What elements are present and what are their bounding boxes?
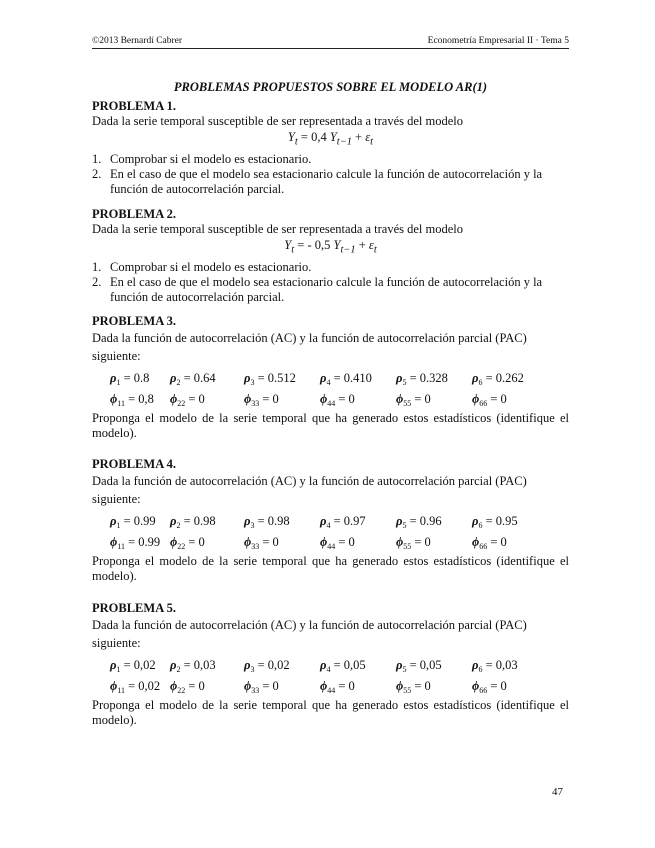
- pac-value: $\phi_{11} = 0,8$: [110, 392, 154, 408]
- page-header: [92, 36, 569, 49]
- pac-value: $\phi_{66} = 0$: [472, 392, 507, 408]
- ac-value: $\rho_3 = 0.98$: [244, 514, 290, 530]
- model-equation: $Y_t$ = - 0,5 $Y_{t-1} + \varepsilon_t$: [284, 238, 377, 256]
- model-equation: $Y_t = 0,4$ $Y_{t-1} + \varepsilon_t$: [287, 130, 374, 148]
- ac-value: $\rho_2 = 0.98$: [170, 514, 216, 530]
- ac-value: $\rho_6 = 0,03$: [472, 658, 518, 674]
- pac-value: $\phi_{44} = 0$: [320, 535, 355, 551]
- ac-value: $\rho_3 = 0,02$: [244, 658, 290, 674]
- problem-heading: PROBLEMA 4.: [92, 457, 177, 471]
- pac-value: $\phi_{33} = 0$: [244, 535, 279, 551]
- problem-5: [92, 601, 569, 728]
- pac-value: $\phi_{11} = 0,02$: [110, 679, 161, 695]
- problem-1: [92, 99, 569, 197]
- problem-intro: Dada la serie temporal susceptible de ser representada a través del modelo: [92, 222, 464, 236]
- pac-values-row: [92, 677, 569, 698]
- problem-heading: PROBLEMA 2.: [92, 207, 177, 221]
- problem-intro-cont: siguiente:: [92, 636, 141, 650]
- pac-value: $\phi_{22} = 0$: [170, 679, 205, 695]
- problem-3: [92, 314, 569, 441]
- ac-value: $\rho_6 = 0.95$: [472, 514, 518, 530]
- ac-value: $\rho_5 = 0.96$: [396, 514, 442, 530]
- pac-value: $\phi_{33} = 0$: [244, 392, 279, 408]
- header-course: Econometría Empresarial II · Tema 5: [427, 36, 569, 46]
- pac-value: $\phi_{44} = 0$: [320, 392, 355, 408]
- problem-heading: PROBLEMA 1.: [92, 99, 177, 113]
- pac-value: $\phi_{22} = 0$: [170, 535, 205, 551]
- problem-intro-cont: siguiente:: [92, 492, 141, 506]
- pac-value: $\phi_{44} = 0$: [320, 679, 355, 695]
- list-item: 1. Comprobar si el modelo es estacionario.: [92, 259, 312, 274]
- ac-value: $\rho_2 = 0.64$: [170, 371, 216, 387]
- ac-value: $\rho_5 = 0,05$: [396, 658, 442, 674]
- pac-value: $\phi_{55} = 0$: [396, 679, 431, 695]
- problem-intro: Dada la función de autocorrelación (AC) y la función de autocorrelación parcial (PAC): [92, 618, 527, 632]
- pac-value: $\phi_{11} = 0.99$: [110, 535, 161, 551]
- ac-value: $\rho_1 = 0.8$: [110, 371, 150, 387]
- problem-heading: PROBLEMA 5.: [92, 601, 177, 615]
- ac-values-row: [92, 369, 569, 390]
- problem-intro: Dada la función de autocorrelación (AC) y la función de autocorrelación parcial (PAC): [92, 331, 527, 345]
- problem-2: [92, 207, 569, 305]
- list-item: 2. En el caso de que el modelo sea estacionario calcule la función de autocorrelación y la función de autocorrelación parcial.: [92, 274, 543, 304]
- list-item: 2. En el caso de que el modelo sea estacionario calcule la función de autocorrelación y la función de autocorrelación parcial.: [92, 166, 543, 196]
- ac-values-row: [92, 656, 569, 677]
- pac-value: $\phi_{22} = 0$: [170, 392, 205, 408]
- problem-question: Proponga el modelo de la serie temporal que ha generado estos estadísticos (identifique el modelo).: [92, 698, 569, 727]
- page-title: PROBLEMAS PROPUESTOS SOBRE EL MODELO AR(1): [173, 80, 488, 94]
- pac-value: $\phi_{55} = 0$: [396, 535, 431, 551]
- pac-value: $\phi_{66} = 0$: [472, 679, 507, 695]
- problem-intro-cont: siguiente:: [92, 349, 141, 363]
- task-list: [92, 152, 569, 197]
- ac-value: $\rho_4 = 0,05$: [320, 658, 366, 674]
- ac-value: $\rho_2 = 0,03$: [170, 658, 216, 674]
- list-item: 1. Comprobar si el modelo es estacionario.: [92, 151, 312, 166]
- ac-value: $\rho_4 = 0.97$: [320, 514, 366, 530]
- ac-value: $\rho_4 = 0.410$: [320, 371, 372, 387]
- pac-values-row: [92, 533, 569, 554]
- ac-value: $\rho_3 = 0.512$: [244, 371, 296, 387]
- problem-question: Proponga el modelo de la serie temporal que ha generado estos estadísticos (identifique el modelo).: [92, 411, 569, 440]
- ac-value: $\rho_1 = 0,02$: [110, 658, 156, 674]
- problem-4: [92, 457, 569, 584]
- problem-intro: Dada la función de autocorrelación (AC) y la función de autocorrelación parcial (PAC): [92, 474, 527, 488]
- task-list: [92, 260, 569, 305]
- pac-value: $\phi_{66} = 0$: [472, 535, 507, 551]
- problem-question: Proponga el modelo de la serie temporal que ha generado estos estadísticos (identifique el modelo).: [92, 554, 569, 583]
- ac-value: $\rho_5 = 0.328$: [396, 371, 448, 387]
- pac-value: $\phi_{33} = 0$: [244, 679, 279, 695]
- ac-values-row: [92, 512, 569, 533]
- pac-value: $\phi_{55} = 0$: [396, 392, 431, 408]
- page-number: 47: [552, 786, 563, 798]
- problem-intro: Dada la serie temporal susceptible de ser representada a través del modelo: [92, 114, 464, 128]
- header-copyright: ©2013 Bernardí Cabrer: [92, 36, 183, 46]
- ac-value: $\rho_1 = 0.99$: [110, 514, 156, 530]
- ac-value: $\rho_6 = 0.262$: [472, 371, 524, 387]
- pac-values-row: [92, 390, 569, 411]
- problem-heading: PROBLEMA 3.: [92, 314, 177, 328]
